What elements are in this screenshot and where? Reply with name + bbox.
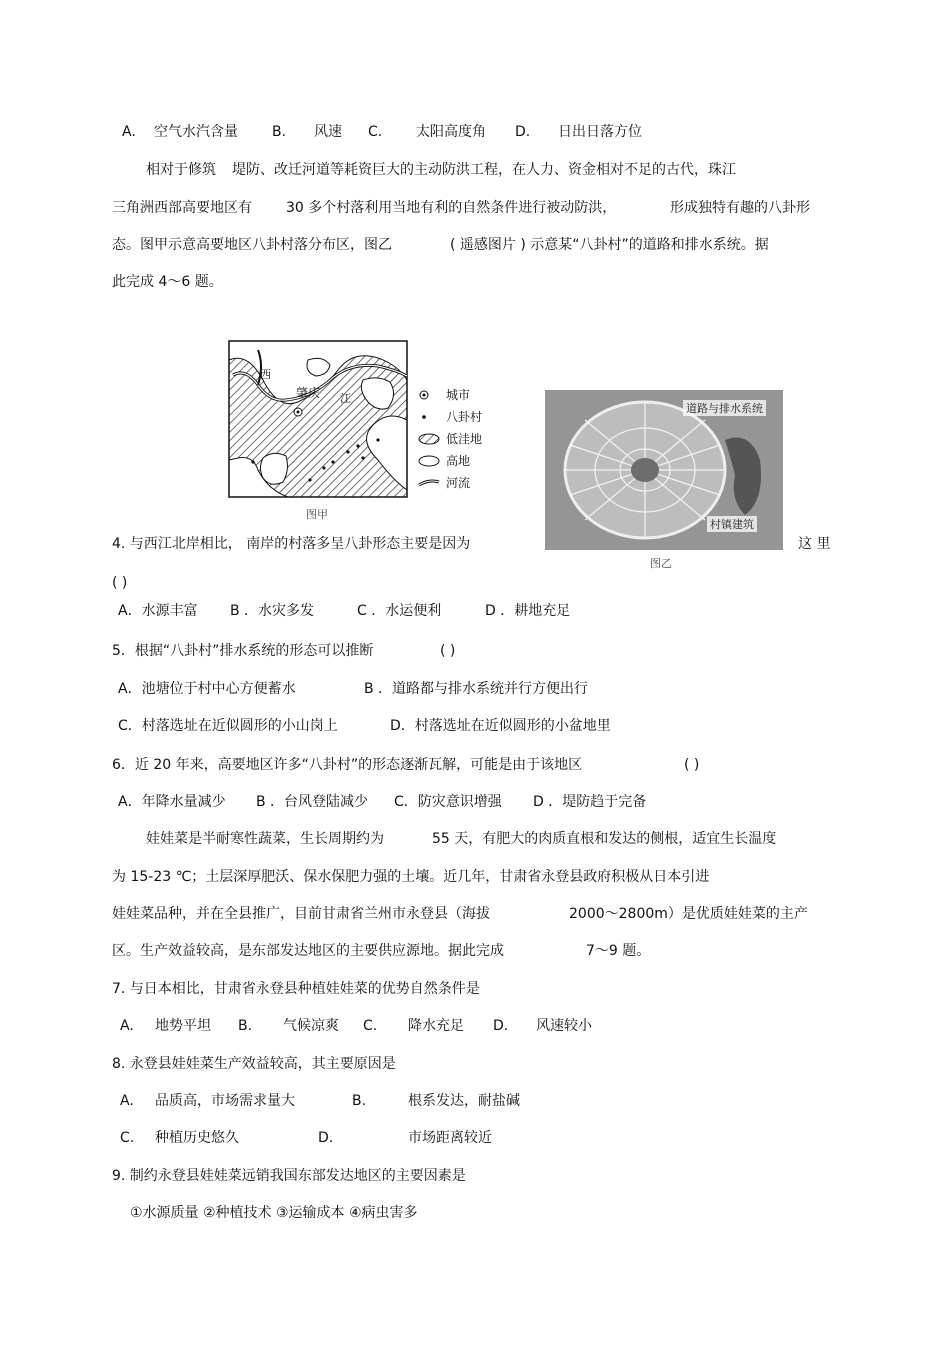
q3-option-c-letter: C.: [368, 124, 383, 140]
q8-option-d-letter: D.: [318, 1130, 334, 1146]
legend-city: 城市: [418, 386, 470, 403]
passage2-line1a: 娃娃菜是半耐寒性蔬菜，生长周期约为: [146, 831, 384, 847]
q5-stem: 5．根据“八卦村”排水系统的形态可以推断: [112, 643, 374, 659]
q4-stem: 4. 与西江北岸相比， 南岸的村落多呈八卦形态主要是因为: [112, 536, 471, 552]
q8-stem: 8. 永登县娃娃菜生产效益较高，其主要原因是: [112, 1056, 396, 1072]
label-village-buildings: 村镇建筑: [707, 516, 757, 532]
passage2-line4b: 7～9 题。: [586, 943, 651, 959]
river-label-2: 江: [340, 392, 351, 405]
q7-option-b: 气候凉爽: [283, 1018, 339, 1034]
passage1-line2b: 30 多个村落利用当地有利的自然条件进行被动防洪，: [286, 200, 617, 216]
passage2-line3a: 娃娃菜品种，并在全县推广，目前甘肃省兰州市永登县（海拔: [112, 906, 490, 922]
q6-option-b: B ．台风登陆减少: [256, 794, 369, 810]
q3-option-b: 风速: [314, 124, 342, 140]
highland-icon: [418, 455, 440, 467]
village-icon: [418, 411, 440, 423]
figure-jia-map: [228, 340, 408, 498]
legend-highland: 高地: [418, 452, 470, 469]
q8-option-a-letter: A.: [120, 1093, 134, 1109]
passage2-line2: 为 15-23 ℃；土层深厚肥沃、保水保肥力强的土壤。近几年，甘肃省永登县政府积极从日本引进: [112, 869, 710, 885]
q5-option-b: B ．道路都与排水系统并行方便出行: [364, 681, 589, 697]
q3-option-d: 日出日落方位: [558, 124, 642, 140]
river-label-1: 西: [260, 368, 271, 381]
q8-option-a: 品质高，市场需求量大: [155, 1093, 295, 1109]
q3-option-d-letter: D.: [515, 124, 531, 140]
q4-tail: 这 里: [798, 536, 831, 552]
passage2-line4a: 区。生产效益较高，是东部发达地区的主要供应源地。据此完成: [112, 943, 504, 959]
passage1-line3b: ( 遥感图片 ) 示意某“八卦村”的道路和排水系统。据: [450, 237, 769, 253]
legend-river: 河流: [418, 474, 470, 491]
q4-option-a: A．水源丰富: [118, 603, 198, 619]
q7-option-d-letter: D.: [493, 1018, 509, 1034]
q8-option-b: 根系发达，耐盐碱: [408, 1093, 520, 1109]
q9-options: ①水源质量 ②种植技术 ③运输成本 ④病虫害多: [130, 1205, 418, 1221]
q8-option-c-letter: C.: [120, 1130, 135, 1146]
q3-option-a-letter: A.: [122, 124, 136, 140]
passage1-line2c: 形成独特有趣的八卦形: [670, 200, 810, 216]
q6-stem: 6．近 20 年来，高要地区许多“八卦村”的形态逐渐瓦解，可能是由于该地区: [112, 757, 583, 773]
q8-option-d: 市场距离较近: [408, 1130, 492, 1146]
q7-option-b-letter: B.: [238, 1018, 253, 1034]
figure-jia-caption: 图甲: [306, 508, 328, 521]
passage2-line3b: 2000～2800m）是优质娃娃菜的主产: [569, 906, 808, 922]
q5-option-d: D．村落选址在近似圆形的小盆地里: [390, 718, 611, 734]
q7-stem: 7. 与日本相比，甘肃省永登县种植娃娃菜的优势自然条件是: [112, 981, 480, 997]
q3-option-b-letter: B.: [272, 124, 287, 140]
q4-option-c: C ．水运便利: [357, 603, 442, 619]
river-icon: [418, 477, 440, 489]
q4-option-b: B ．水灾多发: [230, 603, 315, 619]
q8-option-b-letter: B.: [352, 1093, 367, 1109]
passage1-line1a: 相对于修筑: [146, 162, 216, 178]
city-icon: [418, 389, 440, 401]
q6-paren: ( ): [684, 757, 700, 773]
q5-option-c: C．村落选址在近似圆形的小山岗上: [118, 718, 338, 734]
q9-stem: 9. 制约永登县娃娃菜远销我国东部发达地区的主要因素是: [112, 1168, 466, 1184]
q4-paren: ( ): [112, 575, 128, 591]
passage1-line2a: 三角洲西部高要地区有: [112, 200, 252, 216]
q6-option-c: C．防灾意识增强: [394, 794, 502, 810]
legend-village: 八卦村: [418, 408, 482, 425]
q6-option-a: A．年降水量减少: [118, 794, 226, 810]
q3-option-a: 空气水汽含量: [154, 124, 238, 140]
q7-option-c: 降水充足: [408, 1018, 464, 1034]
q3-option-c: 太阳高度角: [416, 124, 486, 140]
q7-option-a-letter: A.: [120, 1018, 134, 1034]
q7-option-c-letter: C.: [363, 1018, 378, 1034]
q5-option-a: A．池塘位于村中心方便蓄水: [118, 681, 296, 697]
label-road-drainage: 道路与排水系统: [683, 400, 766, 416]
passage1-line1b: 堤防、改迁河道等耗资巨大的主动防洪工程，在人力、资金相对不足的古代，珠江: [232, 162, 736, 178]
passage2-line1b: 55 天，有肥大的肉质直根和发达的侧根，适宜生长温度: [432, 831, 777, 847]
city-label: 肇庆: [296, 386, 321, 400]
q5-paren: ( ): [440, 643, 456, 659]
q4-option-d: D ．耕地充足: [485, 603, 571, 619]
passage1-line3a: 态。图甲示意高要地区八卦村落分布区，图乙: [112, 237, 392, 253]
figure-yi-caption: 图乙: [650, 557, 672, 570]
q8-option-c: 种植历史悠久: [155, 1130, 239, 1146]
legend-lowland: 低洼地: [418, 430, 482, 447]
figure-jia: [228, 340, 488, 525]
lowland-icon: [418, 433, 440, 445]
q6-option-d: D ．堤防趋于完备: [533, 794, 647, 810]
q7-option-a: 地势平坦: [155, 1018, 211, 1034]
passage1-line4: 此完成 4～6 题。: [112, 274, 223, 290]
q7-option-d: 风速较小: [536, 1018, 592, 1034]
figure-yi: [545, 390, 783, 572]
